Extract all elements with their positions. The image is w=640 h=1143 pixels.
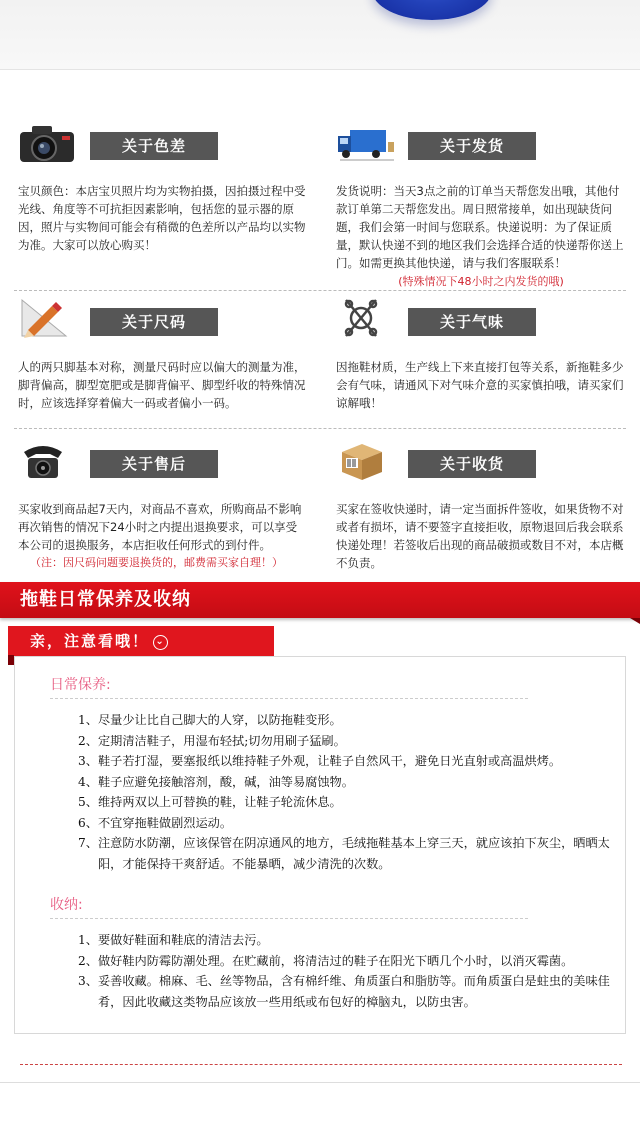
- storage-heading: 收纳:: [50, 897, 83, 913]
- policy-label: 关于气味: [408, 308, 536, 336]
- policy-note: (特殊情况下48小时之内发货的哦): [398, 275, 564, 288]
- list-item: 3、鞋子若打湿，要塞报纸以维持鞋子外观，让鞋子自然风干，避免日光直射或高温烘烤。: [78, 754, 562, 768]
- divider: [14, 428, 626, 429]
- odor-icon: [336, 296, 396, 340]
- policy-card-shipping: [336, 120, 636, 288]
- truck-icon: [336, 120, 396, 164]
- chevron-down-icon: ⌄: [153, 635, 168, 650]
- policy-body: 人的两只脚基本对称，测量尺码时应以偏大的测量为准，脚背偏高，脚型宽肥或是脚背偏平、脚型纤收的特殊情况时，应该选择穿着偏大一码或者偏小一码。: [18, 360, 306, 410]
- policy-label: 关于售后: [90, 450, 218, 478]
- policy-text: [336, 500, 626, 572]
- notice-tab: [8, 626, 274, 656]
- ruler-pencil-icon: [18, 296, 78, 340]
- policy-text: [18, 358, 308, 412]
- banner-fold: [630, 618, 640, 624]
- policy-label: 关于收货: [408, 450, 536, 478]
- divider: [50, 698, 528, 699]
- policy-label: 关于色差: [90, 132, 218, 160]
- daily-care-heading: 日常保养:: [50, 677, 111, 693]
- policy-body: 发货说明：当天3点之前的订单当天帮您发出哦，其他付款订单第二天帮您发出。周日照常接单，如出现缺货问题，我们会第一时间与您联系。快递说明：为了保证质量，默认快递不到的地区我们会选择合适的快递帮你送上门。如需更换其他快递，请与我们客服联系！: [336, 184, 624, 270]
- policy-text: [18, 500, 308, 572]
- policy-text: [336, 358, 626, 412]
- notice-tab-label: 亲，注意看哦！: [30, 632, 150, 650]
- list-item: 6、不宜穿拖鞋做剧烈运动。: [78, 815, 233, 830]
- banner-title: 拖鞋日常保养及收纳: [20, 589, 191, 610]
- list-item: 4、鞋子应避免接触溶剂，酸，碱，油等易腐蚀物。: [78, 774, 354, 789]
- policy-body: 买家收到商品起7天内，对商品不喜欢，所购商品不影响再次销售的情况下24小时之内提出退换要求，可以享受本公司的退换服务，本店拒收任何形式的到付件。: [18, 502, 302, 552]
- list-item: 2、做好鞋内防霉防潮处理。在贮藏前，将清洁过的鞋子在阳光下晒几个小时，以消灭霉菌。: [78, 953, 574, 968]
- page-end-rule: [0, 1082, 640, 1083]
- bottom-divider: [20, 1064, 622, 1065]
- camera-icon: [18, 120, 78, 164]
- list-item: 1、要做好鞋面和鞋底的清洁去污。: [78, 933, 269, 947]
- tab-ribbon: [8, 655, 14, 665]
- policy-card-size: [18, 296, 318, 416]
- storage-list: [78, 930, 638, 1012]
- product-photo-edge: [372, 0, 492, 20]
- policy-label: 关于尺码: [90, 308, 218, 336]
- policy-label: 关于发货: [408, 132, 536, 160]
- divider: [14, 290, 626, 291]
- policy-card-after-sales: [18, 438, 318, 578]
- product-photo-strip: [0, 0, 640, 70]
- daily-care-list: [78, 710, 638, 874]
- policy-body: 宝贝颜色：本店宝贝照片均为实物拍摄，因拍摄过程中受光线、角度等不可抗拒因素影响，包括您的显示器的原因，照片与实物间可能会有稍微的色差所以产品均以实物为准。大家可以放心购买！: [18, 184, 306, 252]
- divider: [50, 918, 528, 919]
- list-item: 2、定期清洁鞋子，用湿布轻拭;切勿用刷子猛刷。: [78, 733, 346, 748]
- telephone-icon: [18, 438, 78, 482]
- policy-note: （注：因尺码问题要退换货的，邮费需买家自理！）: [30, 556, 283, 569]
- policy-text: [336, 182, 626, 291]
- policy-body: 因拖鞋材质，生产线上下来直接打包等关系，新拖鞋多少会有气味，请通风下对气味介意的买家慎拍哦，请买家们谅解哦！: [336, 360, 624, 410]
- policy-card-receiving: [336, 438, 636, 578]
- list-item: 1、尽量少让比自己脚大的人穿，以防拖鞋变形。: [78, 713, 342, 727]
- list-item: 7、注意防水防潮，应该保管在阴凉通风的地方，毛绒拖鞋基本上穿三天，就应该拍下灰尘，晒晒太阳，才能保持干爽舒适。不能暴晒，减少清洗的次数。: [78, 836, 610, 871]
- list-item: 3、妥善收藏。棉麻、毛、丝等物品，含有棉纤维、角质蛋白和脂肪等。而角质蛋白是蛀虫的美味佳肴，因此收藏这类物品应该放一些用纸或布包好的樟脑丸，以防虫害。: [78, 974, 610, 1009]
- package-icon: [336, 438, 396, 482]
- policy-card-odor: [336, 296, 636, 416]
- care-section-banner: [0, 582, 640, 618]
- list-item: 5、维持两双以上可替换的鞋，让鞋子轮流休息。: [78, 795, 342, 809]
- policy-text: [18, 182, 308, 254]
- policy-body: 买家在签收快递时，请一定当面拆件签收，如果货物不对或者有损坏，请不要签字直接拒收，原物退回后我会联系快递处理！若签收后出现的商品破损或数目不对，本店概不负责。: [336, 502, 624, 570]
- policy-card-color: [18, 120, 318, 270]
